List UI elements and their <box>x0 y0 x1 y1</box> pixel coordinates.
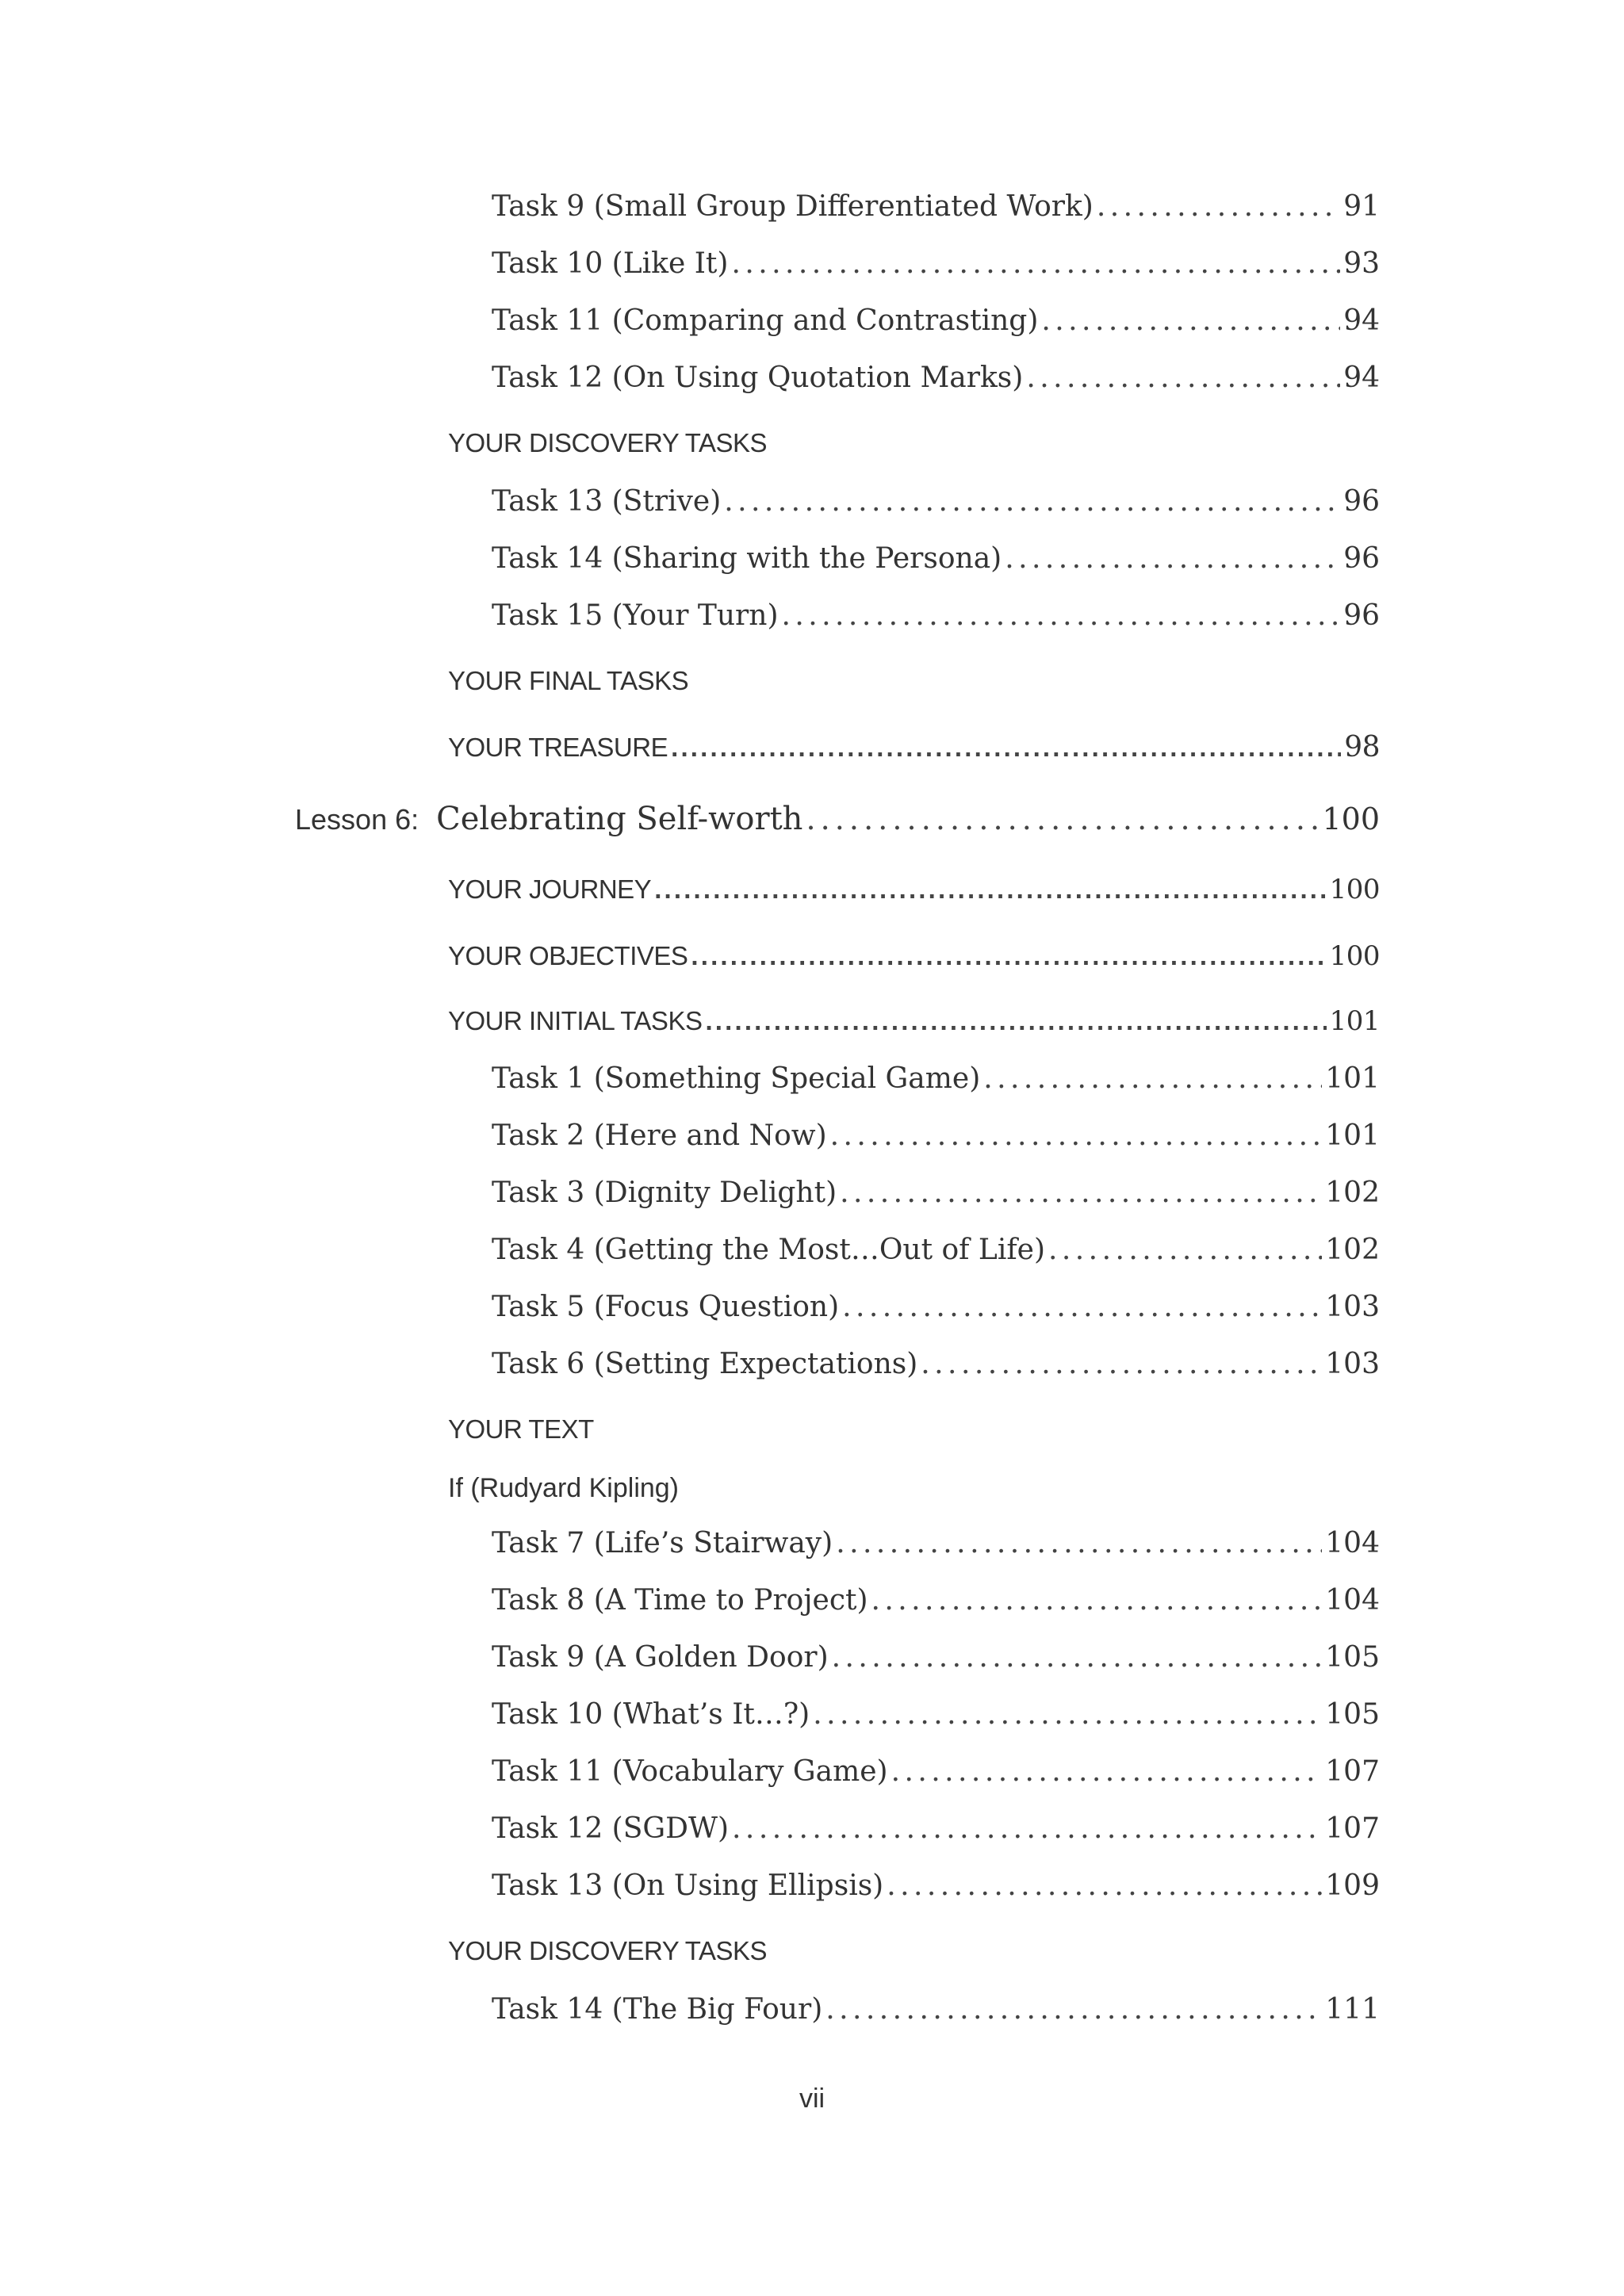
toc-entry <box>492 1177 1380 1209</box>
page-number: 103 <box>1325 1291 1380 1323</box>
toc-lesson-heading <box>295 801 1380 837</box>
toc-section-entry <box>448 940 1380 972</box>
entry-title: Task 9 (Small Group Differentiated Work) <box>492 190 1094 223</box>
page-number: 100 <box>1329 874 1380 905</box>
page-number: 103 <box>1325 1348 1380 1380</box>
toc-entry <box>492 1348 1380 1380</box>
entry-title: Task 8 (A Time to Project) <box>492 1584 868 1617</box>
toc-entry <box>492 542 1380 575</box>
dot-leader <box>887 1869 1322 1902</box>
text-title: If (Rudyard Kipling) <box>448 1473 680 1503</box>
entry-title: Task 1 (Something Special Game) <box>492 1062 981 1095</box>
toc-section-heading <box>448 428 1380 458</box>
entry-title: Task 12 (On Using Quotation Marks) <box>492 362 1024 394</box>
dot-leader <box>1041 304 1340 337</box>
toc-entry <box>492 1993 1380 2026</box>
dot-leader <box>832 1641 1323 1674</box>
dot-leader <box>691 941 1326 971</box>
toc-section-entry <box>448 731 1380 763</box>
dot-leader <box>731 247 1340 280</box>
toc-entry <box>492 1119 1380 1152</box>
entry-title: Task 13 (On Using Ellipsis) <box>492 1869 884 1902</box>
page-number: 111 <box>1325 1993 1380 2026</box>
section-title: YOUR DISCOVERY TASKS <box>448 1936 768 1965</box>
toc-entry <box>492 304 1380 337</box>
dot-leader <box>871 1584 1323 1617</box>
dot-leader <box>842 1291 1322 1323</box>
toc-entry <box>492 190 1380 223</box>
dot-leader <box>782 599 1341 632</box>
page-number: 107 <box>1325 1812 1380 1845</box>
page-number: 96 <box>1343 485 1380 518</box>
toc-entry <box>492 1698 1380 1731</box>
entry-title: Task 13 (Strive) <box>492 485 722 518</box>
dot-leader <box>891 1755 1323 1788</box>
dot-leader <box>830 1119 1323 1152</box>
dot-leader <box>654 874 1326 905</box>
dot-leader <box>732 1812 1322 1845</box>
page-number: 105 <box>1325 1641 1380 1674</box>
entry-title: Task 11 (Comparing and Contrasting) <box>492 304 1039 337</box>
section-title: YOUR JOURNEY <box>448 874 652 904</box>
page-number: 102 <box>1325 1177 1380 1209</box>
toc-entry <box>492 1527 1380 1559</box>
dot-leader <box>1026 362 1340 394</box>
entry-title: Task 10 (What’s It…?) <box>492 1698 810 1731</box>
dot-leader <box>983 1062 1322 1095</box>
toc-entry <box>492 1812 1380 1845</box>
section-title: YOUR INITIAL TASKS <box>448 1006 703 1035</box>
toc-entry <box>492 1291 1380 1323</box>
entry-title: Task 14 (The Big Four) <box>492 1993 823 2026</box>
toc-entry <box>492 1869 1380 1902</box>
dot-leader <box>813 1698 1322 1731</box>
page-number: 109 <box>1325 1869 1380 1902</box>
section-title: YOUR TREASURE <box>448 733 668 762</box>
page-number: 105 <box>1325 1698 1380 1731</box>
dot-leader <box>825 1993 1322 2026</box>
page-number: 96 <box>1343 542 1380 575</box>
page-number: 98 <box>1344 731 1380 763</box>
section-title: YOUR TEXT <box>448 1414 594 1444</box>
page-number: 104 <box>1325 1584 1380 1617</box>
toc-entry <box>492 362 1380 394</box>
dot-leader <box>806 802 1319 836</box>
entry-title: Task 4 (Getting the Most…Out of Life) <box>492 1234 1046 1266</box>
toc-entry <box>492 1234 1380 1266</box>
toc-entry <box>492 1062 1380 1095</box>
entry-title: Task 7 (Life’s Stairway) <box>492 1527 833 1559</box>
toc-section-entry <box>448 874 1380 905</box>
entry-title: Task 2 (Here and Now) <box>492 1119 827 1152</box>
dot-leader <box>921 1348 1322 1380</box>
dot-leader <box>1048 1234 1322 1266</box>
toc-entry <box>492 485 1380 518</box>
entry-title: Task 5 (Focus Question) <box>492 1291 840 1323</box>
page-number: 102 <box>1325 1234 1380 1266</box>
toc-entry <box>492 1584 1380 1617</box>
toc-entry <box>492 247 1380 280</box>
page-number: 94 <box>1343 304 1380 337</box>
page-number: 101 <box>1325 1062 1380 1095</box>
entry-title: Task 3 (Dignity Delight) <box>492 1177 837 1209</box>
dot-leader <box>705 1006 1326 1036</box>
section-title: YOUR DISCOVERY TASKS <box>448 428 768 457</box>
toc-section-entry <box>448 1005 1380 1037</box>
entry-title: Task 10 (Like It) <box>492 247 729 280</box>
toc-entry <box>492 1641 1380 1674</box>
toc-entry <box>492 599 1380 632</box>
page-number: 94 <box>1343 362 1380 394</box>
toc-section-heading <box>448 666 1380 696</box>
entry-title: Task 14 (Sharing with the Persona) <box>492 542 1002 575</box>
dot-leader <box>840 1177 1322 1209</box>
entry-title: Task 12 (SGDW) <box>492 1812 730 1845</box>
page-number: 100 <box>1322 802 1380 836</box>
dot-leader <box>836 1527 1322 1559</box>
page-number: 96 <box>1343 599 1380 632</box>
section-title: YOUR OBJECTIVES <box>448 941 688 970</box>
page-number: 107 <box>1325 1755 1380 1788</box>
lesson-title: Celebrating Self-worth <box>436 801 803 837</box>
entry-title: Task 6 (Setting Expectations) <box>492 1348 918 1380</box>
entry-title: Task 9 (A Golden Door) <box>492 1641 829 1674</box>
entry-title: Task 15 (Your Turn) <box>492 599 779 632</box>
dot-leader <box>1097 190 1340 223</box>
toc-section-heading <box>448 1936 1380 1966</box>
page-number: 93 <box>1343 247 1380 280</box>
section-title: YOUR FINAL TASKS <box>448 666 689 695</box>
page-number: 100 <box>1329 940 1380 972</box>
lesson-number: Lesson 6: <box>295 803 419 836</box>
dot-leader <box>1005 542 1340 575</box>
toc-text-title <box>448 1473 1380 1504</box>
page-number: 101 <box>1329 1005 1380 1037</box>
page-footer-number: vii <box>799 2084 825 2114</box>
toc-entry <box>492 1755 1380 1788</box>
entry-title: Task 11 (Vocabulary Game) <box>492 1755 888 1788</box>
page-number: 101 <box>1325 1119 1380 1152</box>
toc-section-heading <box>448 1414 1380 1445</box>
page-number: 91 <box>1343 190 1380 223</box>
dot-leader <box>671 733 1341 763</box>
page-number: 104 <box>1325 1527 1380 1559</box>
dot-leader <box>724 485 1340 518</box>
